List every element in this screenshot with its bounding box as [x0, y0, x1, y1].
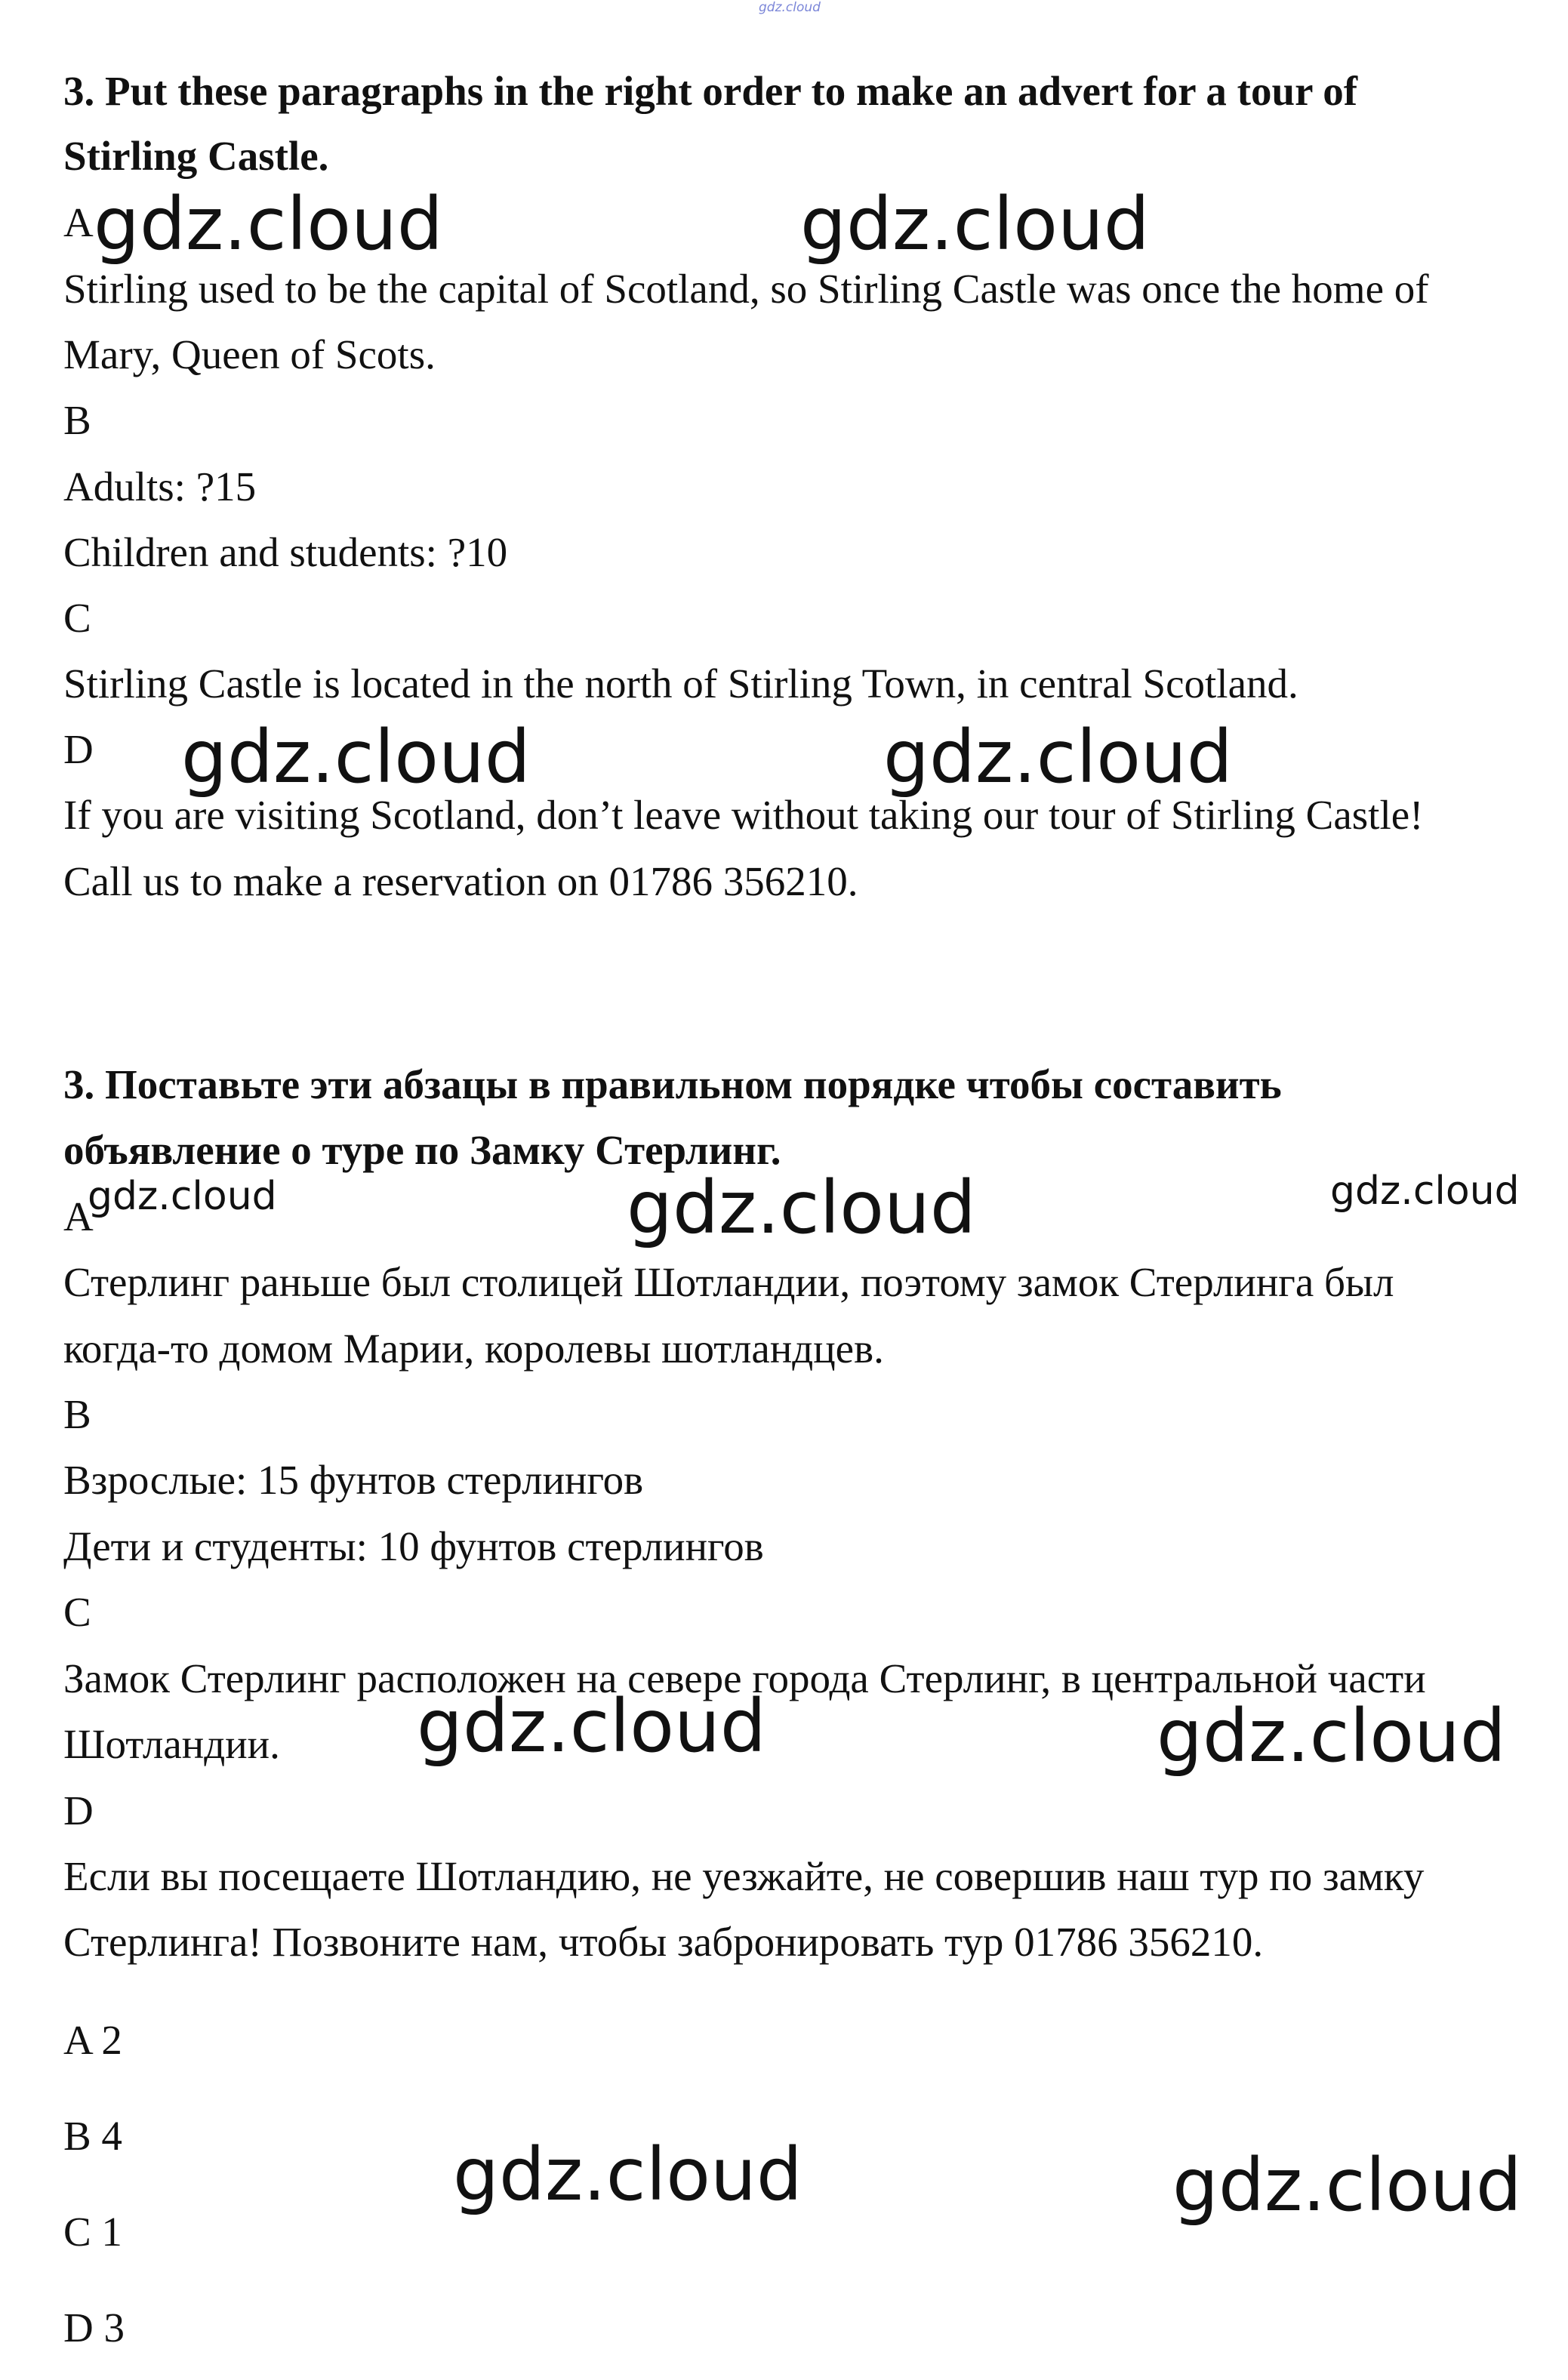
answer-a: A 2: [63, 2017, 122, 2063]
russian-title-line2: объявление о туре по Замку Стерлинг.: [63, 1127, 781, 1173]
russian-label-b: B: [63, 1391, 91, 1437]
russian-a-line1: Стерлинг раньше был столицей Шотландии, поэтому замок Стерлинга был: [63, 1259, 1394, 1305]
watermark: gdz.cloud: [88, 1174, 277, 1219]
russian-label-a: A: [63, 1193, 94, 1239]
answer-d: D 3: [63, 2305, 125, 2351]
watermark: gdz.cloud: [800, 182, 1150, 266]
english-b-line2: Children and students: ?10: [63, 529, 508, 575]
watermark: gdz.cloud: [417, 1684, 766, 1769]
watermark: gdz.cloud: [94, 182, 443, 266]
english-label-b: B: [63, 397, 91, 443]
watermark: gdz.cloud: [1172, 2143, 1522, 2228]
english-d-line2: Call us to make a reservation on 01786 356210.: [63, 858, 858, 904]
russian-b-line2: Дети и студенты: 10 фунтов стерлингов: [63, 1523, 764, 1569]
english-d-line1: If you are visiting Scotland, don’t leave without taking our tour of Stirling Castle!: [63, 792, 1424, 838]
english-title-line1: 3. Put these paragraphs in the right order to make an advert for a tour of: [63, 68, 1358, 114]
english-label-a: A: [63, 199, 94, 245]
russian-c-line1: Замок Стерлинг расположен на севере города Стерлинг, в центральной части: [63, 1655, 1426, 1701]
answer-b: B 4: [63, 2113, 122, 2159]
watermark: gdz.cloud: [1157, 1694, 1506, 1778]
watermark: gdz.cloud: [453, 2132, 802, 2217]
russian-label-c: C: [63, 1589, 91, 1635]
watermark: gdz.cloud: [181, 715, 531, 799]
english-a-line2: Mary, Queen of Scots.: [63, 331, 436, 377]
russian-title-line1: 3. Поставьте эти абзацы в правильном порядке чтобы составить: [63, 1061, 1282, 1107]
english-c-line1: Stirling Castle is located in the north of Stirling Town, in central Scotland.: [63, 660, 1298, 707]
watermark-top: gdz.cloud: [759, 0, 821, 15]
watermark: gdz.cloud: [1330, 1168, 1520, 1214]
russian-b-line1: Взрослые: 15 фунтов стерлингов: [63, 1457, 644, 1503]
watermark: gdz.cloud: [883, 715, 1233, 799]
english-a-line1: Stirling used to be the capital of Scotland, so Stirling Castle was once the home of: [63, 266, 1429, 312]
russian-c-line2: Шотландии.: [63, 1721, 280, 1767]
english-title-line2: Stirling Castle.: [63, 133, 329, 179]
english-label-d: D: [63, 726, 94, 772]
russian-a-line2: когда-то домом Марии, королевы шотландцев.: [63, 1325, 884, 1372]
english-b-line1: Adults: ?15: [63, 463, 257, 510]
watermark: gdz.cloud: [627, 1165, 976, 1250]
russian-d-line2: Стерлинга! Позвоните нам, чтобы забронировать тур 01786 356210.: [63, 1919, 1264, 1965]
answer-c: C 1: [63, 2209, 122, 2255]
russian-label-d: D: [63, 1787, 94, 1833]
russian-d-line1: Если вы посещаете Шотландию, не уезжайте, не совершив наш тур по замку: [63, 1853, 1425, 1899]
english-label-c: C: [63, 595, 91, 641]
